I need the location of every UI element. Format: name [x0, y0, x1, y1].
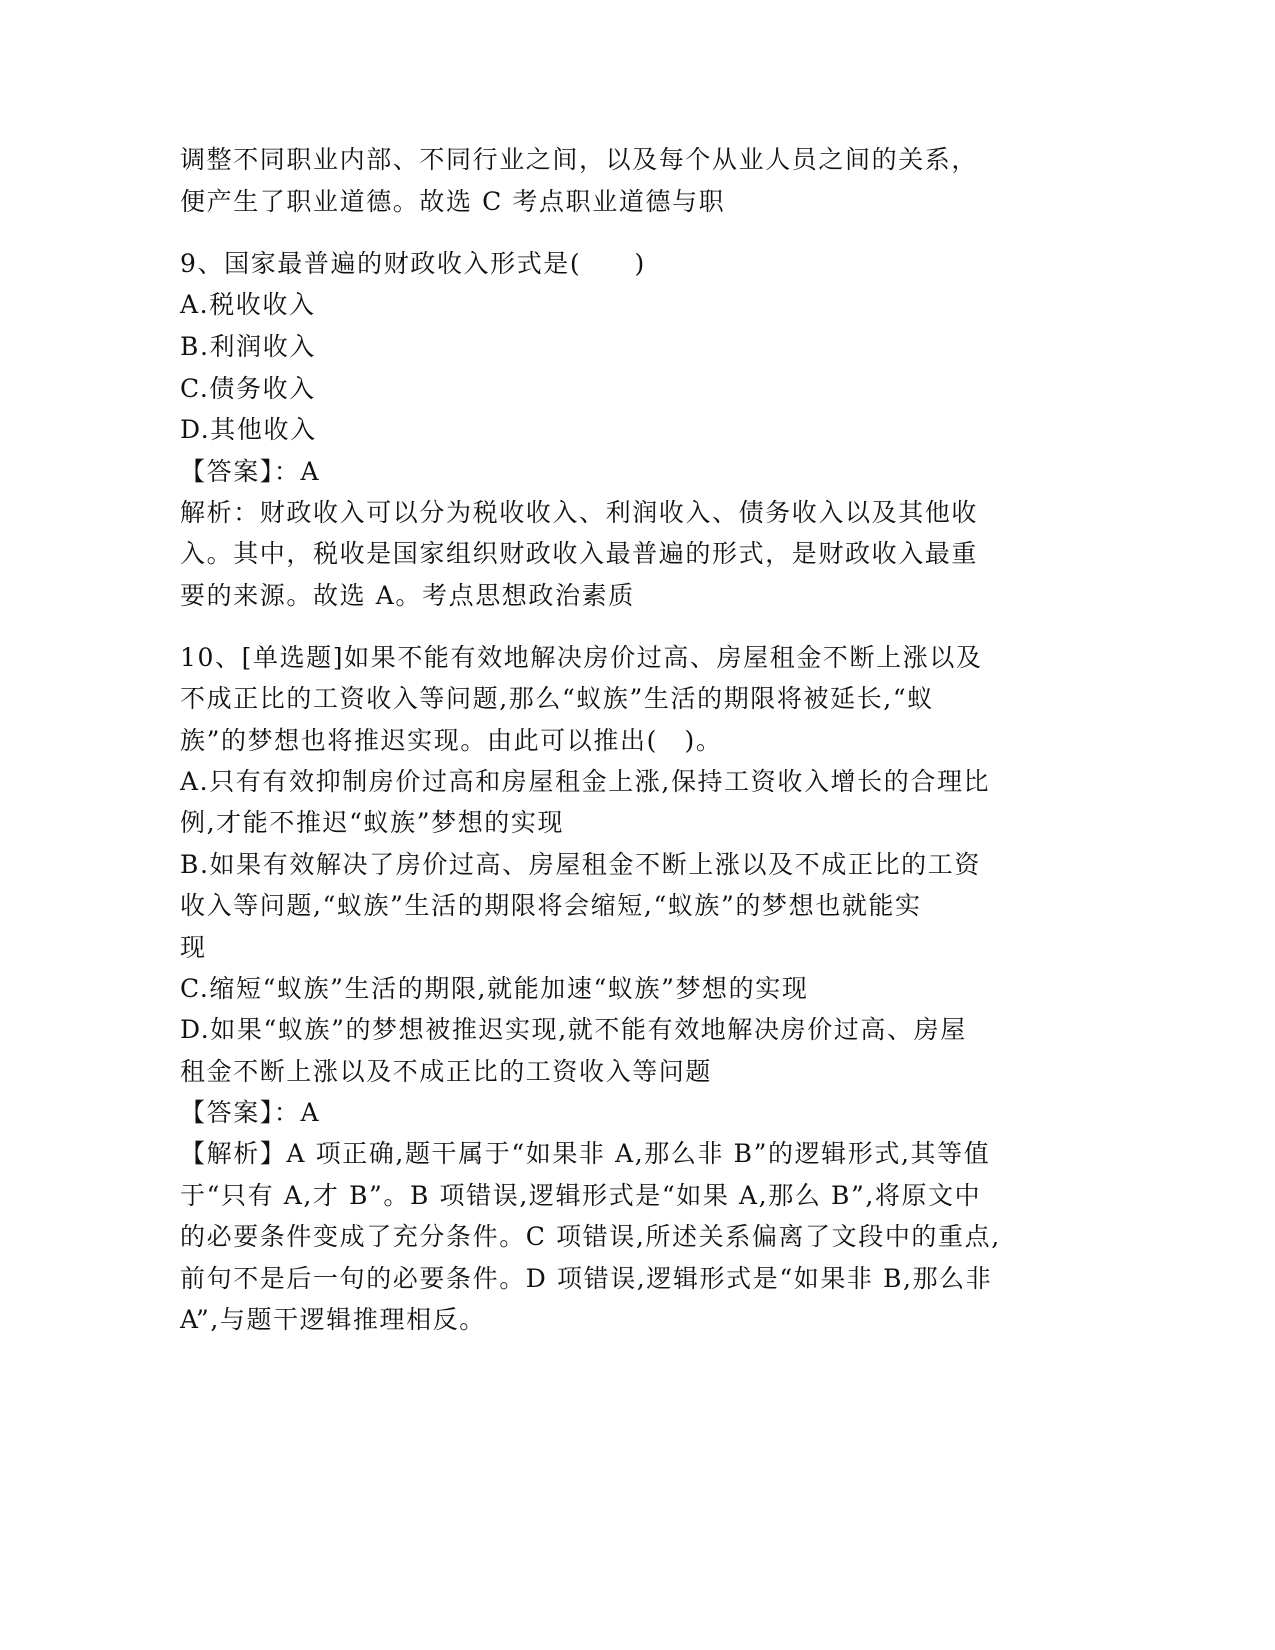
question-9-analysis: 要的来源。故选 A。考点思想政治素质 — [180, 581, 635, 610]
question-10-answer: 【答案】：A — [180, 1098, 321, 1127]
question-9-option-a: A.税收收入 — [180, 290, 316, 319]
question-10-option-d: D.如果“蚁族”的梦想被推迟实现,就不能有效地解决房价过高、房屋 — [180, 1015, 967, 1044]
question-10-stem: 不成正比的工资收入等问题,那么“蚁族”生活的期限将被延长,“蚁 — [180, 684, 934, 713]
question-10-analysis: 于“只有 A,才 B”。B 项错误,逻辑形式是“如果 A,那么 B”,将原文中 — [180, 1181, 982, 1210]
question-10-option-a: A.只有有效抑制房价过高和房屋租金上涨,保持工资收入增长的合理比 — [180, 767, 991, 796]
text-line: 调整不同职业内部、不同行业之间，以及每个从业人员之间的关系， — [180, 145, 979, 174]
question-10-option-b: B.如果有效解决了房价过高、房屋租金不断上涨以及不成正比的工资 — [180, 850, 981, 879]
question-10-analysis: 【解析】A 项正确,题干属于“如果非 A,那么非 B”的逻辑形式,其等值 — [180, 1139, 991, 1168]
question-10-option-b: 现 — [180, 933, 207, 962]
question-10-analysis: 的必要条件变成了充分条件。C 项错误,所述关系偏离了文段中的重点, — [180, 1222, 1001, 1251]
question-10-option-a: 例,才能不推迟“蚁族”梦想的实现 — [180, 808, 565, 837]
question-10-analysis: A”,与题干逻辑推理相反。 — [180, 1305, 486, 1334]
question-9-answer: 【答案】：A — [180, 457, 321, 486]
question-9-analysis: 解析：财政收入可以分为税收收入、利润收入、债务收入以及其他收 — [180, 498, 979, 527]
question-9-option-b: B.利润收入 — [180, 332, 316, 361]
question-10-option-d: 租金不断上涨以及不成正比的工资收入等问题 — [180, 1057, 713, 1086]
question-9-analysis: 入。其中，税收是国家组织财政收入最普遍的形式，是财政收入最重 — [180, 539, 979, 568]
question-9-option-d: D.其他收入 — [180, 415, 317, 444]
question-10-option-c: C.缩短“蚁族”生活的期限,就能加速“蚁族”梦想的实现 — [180, 974, 809, 1003]
question-10-option-b: 收入等问题,“蚁族”生活的期限将会缩短,“蚁族”的梦想也就能实 — [180, 891, 922, 920]
question-9-option-c: C.债务收入 — [180, 374, 316, 403]
question-10-stem: 10、[单选题]如果不能有效地解决房价过高、房屋租金不断上涨以及 — [180, 643, 983, 672]
text-line: 便产生了职业道德。故选 C 考点职业道德与职 — [180, 187, 726, 216]
question-10-analysis: 前句不是后一句的必要条件。D 项错误,逻辑形式是“如果非 B,那么非 — [180, 1264, 993, 1293]
question-9-stem: 9、国家最普遍的财政收入形式是( ) — [180, 249, 646, 278]
question-10-stem: 族”的梦想也将推迟实现。由此可以推出( )。 — [180, 726, 723, 755]
